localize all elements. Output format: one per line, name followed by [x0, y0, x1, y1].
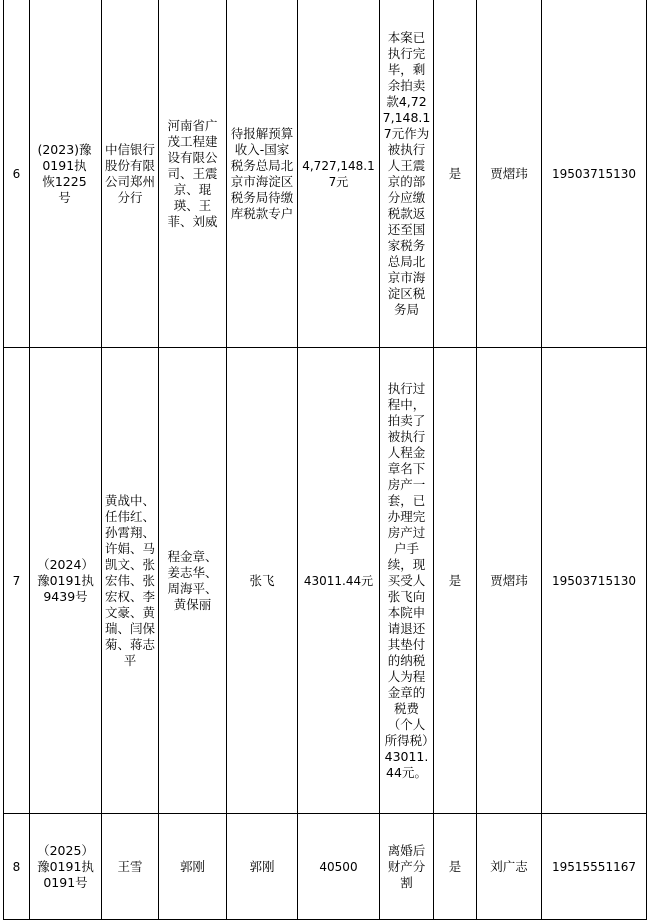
table-row: [4, 0, 647, 348]
payee: 郭刚: [227, 814, 298, 920]
phone: 19503715130: [542, 0, 647, 348]
table-row: [4, 814, 647, 920]
case-number: （2024）豫0191执9439号: [30, 348, 102, 814]
judge: 贾熠玮: [477, 0, 542, 348]
refund-reason: 本案已执行完毕，剩余拍卖款4,727,148.17元作为被执行人王震京的部分应缴税款返还至国家税务总局北京市海淀区税务局: [380, 0, 434, 348]
confirmed: 是: [434, 0, 477, 348]
case-number: （2025）豫0191执0191号: [30, 814, 102, 920]
table-row: [4, 348, 647, 814]
row-index: 6: [4, 0, 30, 348]
row-index: 7: [4, 348, 30, 814]
confirmed: 是: [434, 814, 477, 920]
judge: 贾熠玮: [477, 348, 542, 814]
refund-reason: 执行过程中，拍卖了被执行人程金章名下房产一套，已办理完房产过户手续，现买受人张飞向本院申请退还其垫付的纳税人为程金章的税费（个人所得税）43011.44元。: [380, 348, 434, 814]
applicant: 王雪: [102, 814, 159, 920]
amount: 40500: [298, 814, 380, 920]
confirmed: 是: [434, 348, 477, 814]
payee: 张飞: [227, 348, 298, 814]
applicant: 中信银行股份有限公司郑州分行: [102, 0, 159, 348]
payee: 待报解预算收入-国家税务总局北京市海淀区税务局待缴库税款专户: [227, 0, 298, 348]
applicant: 黄战中、任伟红、孙霄翔、许娟、马凯文、张宏伟、张宏权、李文豪、黄瑞、闫保菊、蒋志平: [102, 348, 159, 814]
amount: 43011.44元: [298, 348, 380, 814]
refund-reason: 离婚后财产分割: [380, 814, 434, 920]
phone: 19503715130: [542, 348, 647, 814]
respondent: 郭刚: [159, 814, 227, 920]
judge: 刘广志: [477, 814, 542, 920]
refund-table: [3, 0, 647, 920]
respondent: 程金章、姜志华、周海平、黄保丽: [159, 348, 227, 814]
case-number: (2023)豫0191执恢1225号: [30, 0, 102, 348]
phone: 19515551167: [542, 814, 647, 920]
respondent: 河南省广茂工程建设有限公司、王震京、琨瑛、王菲、刘威: [159, 0, 227, 348]
amount: 4,727,148.17元: [298, 0, 380, 348]
row-index: 8: [4, 814, 30, 920]
